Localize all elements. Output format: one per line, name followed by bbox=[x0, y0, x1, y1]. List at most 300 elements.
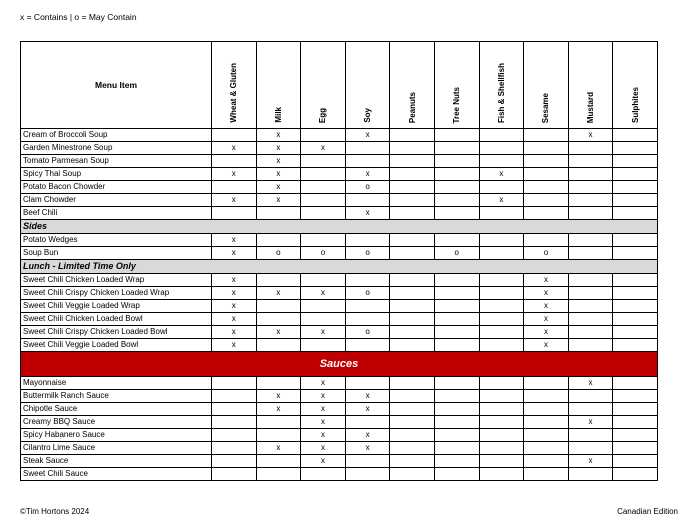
allergen-mark-cell: x bbox=[301, 390, 346, 403]
table-row bbox=[21, 390, 658, 403]
legend-text: x = Contains | o = May Contain bbox=[20, 12, 137, 22]
allergen-mark-cell bbox=[524, 194, 569, 207]
section-banner-label: Sauces bbox=[21, 352, 658, 377]
allergen-mark-cell bbox=[434, 234, 479, 247]
menu-item-header: Menu Item bbox=[21, 42, 212, 129]
allergen-mark-cell bbox=[301, 339, 346, 352]
allergen-mark-cell: x bbox=[256, 326, 301, 339]
allergen-mark-cell bbox=[434, 313, 479, 326]
allergen-mark-cell bbox=[479, 300, 524, 313]
allergen-mark-cell bbox=[345, 339, 390, 352]
allergen-column-label: Wheat & Gluten bbox=[229, 63, 239, 123]
allergen-mark-cell bbox=[434, 129, 479, 142]
menu-item-name: Potato Bacon Chowder bbox=[21, 181, 212, 194]
allergen-mark-cell bbox=[301, 155, 346, 168]
allergen-mark-cell bbox=[345, 155, 390, 168]
allergen-mark-cell bbox=[301, 274, 346, 287]
allergen-mark-cell bbox=[479, 181, 524, 194]
allergen-mark-cell bbox=[390, 168, 435, 181]
allergen-mark-cell bbox=[212, 377, 257, 390]
allergen-column-header bbox=[256, 42, 301, 129]
allergen-mark-cell bbox=[434, 207, 479, 220]
allergen-mark-cell: x bbox=[301, 416, 346, 429]
allergen-mark-cell bbox=[301, 234, 346, 247]
table-row bbox=[21, 313, 658, 326]
allergen-mark-cell bbox=[613, 287, 658, 300]
allergen-mark-cell bbox=[479, 313, 524, 326]
allergen-mark-cell bbox=[212, 429, 257, 442]
allergen-mark-cell bbox=[568, 468, 613, 481]
allergen-mark-cell bbox=[212, 403, 257, 416]
allergen-mark-cell bbox=[390, 247, 435, 260]
section-header-label: Lunch - Limited Time Only bbox=[21, 260, 658, 274]
menu-item-name: Spicy Habanero Sauce bbox=[21, 429, 212, 442]
allergen-mark-cell bbox=[434, 300, 479, 313]
allergen-mark-cell: x bbox=[479, 194, 524, 207]
menu-item-name: Mayonnaise bbox=[21, 377, 212, 390]
allergen-mark-cell bbox=[524, 129, 569, 142]
allergen-mark-cell bbox=[434, 168, 479, 181]
table-row bbox=[21, 129, 658, 142]
menu-item-name: Cream of Broccoli Soup bbox=[21, 129, 212, 142]
allergen-mark-cell bbox=[301, 129, 346, 142]
copyright-text: ©Tim Hortons 2024 bbox=[20, 507, 90, 516]
allergen-mark-cell bbox=[390, 442, 435, 455]
allergen-mark-cell bbox=[301, 194, 346, 207]
allergen-mark-cell bbox=[568, 326, 613, 339]
allergen-mark-cell: x bbox=[256, 194, 301, 207]
menu-item-name: Clam Chowder bbox=[21, 194, 212, 207]
allergen-mark-cell: x bbox=[212, 326, 257, 339]
allergen-mark-cell bbox=[613, 326, 658, 339]
allergen-mark-cell: x bbox=[212, 287, 257, 300]
allergen-mark-cell bbox=[212, 442, 257, 455]
table-row bbox=[21, 300, 658, 313]
allergen-mark-cell: x bbox=[524, 300, 569, 313]
allergen-mark-cell bbox=[301, 181, 346, 194]
allergen-mark-cell: x bbox=[568, 129, 613, 142]
allergen-mark-cell bbox=[256, 274, 301, 287]
allergen-mark-cell bbox=[212, 207, 257, 220]
allergen-mark-cell: x bbox=[256, 403, 301, 416]
allergen-mark-cell bbox=[613, 339, 658, 352]
allergen-mark-cell bbox=[434, 274, 479, 287]
menu-item-name: Steak Sauce bbox=[21, 455, 212, 468]
allergen-mark-cell bbox=[568, 142, 613, 155]
allergen-mark-cell bbox=[345, 455, 390, 468]
allergen-mark-cell bbox=[568, 234, 613, 247]
allergen-mark-cell: x bbox=[345, 429, 390, 442]
allergen-mark-cell bbox=[524, 155, 569, 168]
allergen-mark-cell bbox=[256, 468, 301, 481]
allergen-mark-cell: o bbox=[345, 287, 390, 300]
allergen-mark-cell bbox=[390, 416, 435, 429]
allergen-mark-cell bbox=[568, 194, 613, 207]
allergen-mark-cell bbox=[256, 455, 301, 468]
menu-item-name: Sweet Chili Veggie Loaded Bowl bbox=[21, 339, 212, 352]
allergen-mark-cell bbox=[524, 181, 569, 194]
menu-item-name: Sweet Chili Crispy Chicken Loaded Wrap bbox=[21, 287, 212, 300]
allergen-mark-cell bbox=[479, 274, 524, 287]
allergen-mark-cell bbox=[568, 168, 613, 181]
allergen-mark-cell bbox=[613, 403, 658, 416]
table-row bbox=[21, 287, 658, 300]
allergen-mark-cell: o bbox=[345, 326, 390, 339]
table-row bbox=[21, 207, 658, 220]
table-body bbox=[21, 129, 658, 481]
allergen-mark-cell bbox=[434, 326, 479, 339]
allergen-mark-cell: x bbox=[479, 168, 524, 181]
allergen-mark-cell bbox=[524, 468, 569, 481]
allergen-mark-cell: o bbox=[345, 247, 390, 260]
allergen-mark-cell bbox=[434, 468, 479, 481]
table-row bbox=[21, 468, 658, 481]
table-row bbox=[21, 142, 658, 155]
allergen-mark-cell bbox=[434, 287, 479, 300]
table-row bbox=[21, 234, 658, 247]
allergen-mark-cell: x bbox=[212, 234, 257, 247]
edition-text: Canadian Edition bbox=[617, 507, 678, 516]
allergen-mark-cell: x bbox=[256, 155, 301, 168]
allergen-mark-cell bbox=[390, 377, 435, 390]
allergen-mark-cell bbox=[524, 207, 569, 220]
section-header-label: Sides bbox=[21, 220, 658, 234]
allergen-mark-cell bbox=[479, 403, 524, 416]
allergen-mark-cell: o bbox=[434, 247, 479, 260]
allergen-mark-cell bbox=[390, 313, 435, 326]
allergen-mark-cell: x bbox=[301, 429, 346, 442]
allergen-mark-cell bbox=[212, 416, 257, 429]
allergen-mark-cell bbox=[390, 287, 435, 300]
allergen-mark-cell bbox=[256, 339, 301, 352]
allergen-mark-cell bbox=[212, 468, 257, 481]
allergen-mark-cell bbox=[212, 390, 257, 403]
menu-item-name: Creamy BBQ Sauce bbox=[21, 416, 212, 429]
allergen-mark-cell bbox=[613, 129, 658, 142]
allergen-mark-cell: x bbox=[301, 455, 346, 468]
allergen-mark-cell bbox=[256, 429, 301, 442]
allergen-mark-cell bbox=[390, 194, 435, 207]
allergen-mark-cell bbox=[568, 287, 613, 300]
allergen-mark-cell bbox=[613, 468, 658, 481]
allergen-mark-cell bbox=[212, 155, 257, 168]
allergen-column-header bbox=[301, 42, 346, 129]
allergen-mark-cell: x bbox=[301, 403, 346, 416]
allergen-mark-cell bbox=[345, 313, 390, 326]
allergen-mark-cell: x bbox=[345, 403, 390, 416]
allergen-mark-cell bbox=[524, 234, 569, 247]
allergen-mark-cell: x bbox=[301, 287, 346, 300]
allergen-mark-cell bbox=[434, 155, 479, 168]
table-row bbox=[21, 181, 658, 194]
allergen-column-label: Tree Nuts bbox=[452, 86, 462, 123]
allergen-mark-cell bbox=[568, 442, 613, 455]
allergen-mark-cell bbox=[434, 194, 479, 207]
allergen-mark-cell: x bbox=[524, 326, 569, 339]
allergen-mark-cell: x bbox=[212, 194, 257, 207]
allergen-mark-cell bbox=[256, 377, 301, 390]
allergen-mark-cell bbox=[524, 455, 569, 468]
menu-item-name: Beef Chili bbox=[21, 207, 212, 220]
menu-item-name: Sweet Chili Crispy Chicken Loaded Bowl bbox=[21, 326, 212, 339]
allergen-mark-cell bbox=[345, 274, 390, 287]
allergen-mark-cell: x bbox=[256, 181, 301, 194]
allergen-column-label: Sesame bbox=[541, 92, 551, 123]
allergen-mark-cell: x bbox=[212, 168, 257, 181]
menu-item-name: Sweet Chili Chicken Loaded Wrap bbox=[21, 274, 212, 287]
allergen-column-label: Soy bbox=[363, 108, 373, 123]
allergen-mark-cell bbox=[613, 247, 658, 260]
allergen-mark-cell: x bbox=[524, 287, 569, 300]
allergen-mark-cell: x bbox=[524, 313, 569, 326]
allergen-mark-cell bbox=[524, 416, 569, 429]
allergen-mark-cell bbox=[212, 129, 257, 142]
allergen-column-label: Mustard bbox=[586, 91, 596, 123]
section-header-row bbox=[21, 260, 658, 274]
allergen-mark-cell bbox=[568, 313, 613, 326]
allergen-mark-cell bbox=[212, 455, 257, 468]
menu-item-name: Chipotle Sauce bbox=[21, 403, 212, 416]
allergen-mark-cell bbox=[212, 181, 257, 194]
allergen-mark-cell bbox=[390, 129, 435, 142]
allergen-mark-cell bbox=[434, 403, 479, 416]
allergen-mark-cell bbox=[479, 455, 524, 468]
allergen-mark-cell bbox=[345, 416, 390, 429]
allergen-mark-cell bbox=[390, 390, 435, 403]
allergen-mark-cell bbox=[613, 194, 658, 207]
allergen-mark-cell bbox=[613, 442, 658, 455]
allergen-mark-cell bbox=[390, 403, 435, 416]
table-row bbox=[21, 247, 658, 260]
table-row bbox=[21, 442, 658, 455]
allergen-mark-cell bbox=[256, 313, 301, 326]
menu-item-name: Spicy Thai Soup bbox=[21, 168, 212, 181]
allergen-mark-cell bbox=[345, 142, 390, 155]
allergen-mark-cell bbox=[479, 234, 524, 247]
allergen-column-label: Sulphites bbox=[630, 86, 640, 123]
table-row bbox=[21, 155, 658, 168]
allergen-mark-cell bbox=[479, 429, 524, 442]
allergen-column-header bbox=[524, 42, 569, 129]
allergen-mark-cell bbox=[390, 142, 435, 155]
allergen-mark-cell bbox=[613, 455, 658, 468]
allergen-mark-cell bbox=[390, 300, 435, 313]
table-row bbox=[21, 274, 658, 287]
allergen-mark-cell: x bbox=[301, 142, 346, 155]
table-row bbox=[21, 455, 658, 468]
allergen-mark-cell bbox=[613, 155, 658, 168]
allergen-mark-cell bbox=[301, 207, 346, 220]
allergen-mark-cell bbox=[479, 442, 524, 455]
allergen-mark-cell bbox=[434, 377, 479, 390]
allergen-mark-cell bbox=[390, 326, 435, 339]
allergen-mark-cell bbox=[390, 274, 435, 287]
allergen-mark-cell bbox=[568, 155, 613, 168]
allergen-mark-cell bbox=[256, 207, 301, 220]
allergen-mark-cell bbox=[568, 339, 613, 352]
allergen-mark-cell: x bbox=[301, 377, 346, 390]
allergen-mark-cell bbox=[613, 429, 658, 442]
allergen-column-header bbox=[613, 42, 658, 129]
allergen-mark-cell bbox=[524, 142, 569, 155]
allergen-mark-cell bbox=[434, 339, 479, 352]
allergen-mark-cell bbox=[301, 300, 346, 313]
allergen-mark-cell bbox=[479, 377, 524, 390]
allergen-mark-cell: x bbox=[212, 313, 257, 326]
allergen-mark-cell bbox=[301, 168, 346, 181]
header-row bbox=[21, 42, 658, 129]
table-row bbox=[21, 326, 658, 339]
table-row bbox=[21, 194, 658, 207]
allergen-mark-cell bbox=[524, 429, 569, 442]
allergen-column-header bbox=[568, 42, 613, 129]
allergen-column-header bbox=[345, 42, 390, 129]
allergen-mark-cell bbox=[434, 416, 479, 429]
allergen-mark-cell bbox=[479, 339, 524, 352]
allergen-mark-cell bbox=[568, 403, 613, 416]
allergen-mark-cell: x bbox=[301, 442, 346, 455]
allergen-mark-cell: x bbox=[212, 247, 257, 260]
allergen-mark-cell bbox=[434, 429, 479, 442]
allergen-mark-cell bbox=[613, 377, 658, 390]
allergen-mark-cell bbox=[256, 234, 301, 247]
menu-item-name: Garden Minestrone Soup bbox=[21, 142, 212, 155]
allergen-mark-cell: x bbox=[345, 168, 390, 181]
allergen-mark-cell bbox=[390, 207, 435, 220]
allergen-mark-cell bbox=[613, 207, 658, 220]
allergen-column-label: Peanuts bbox=[407, 91, 417, 123]
allergen-mark-cell: x bbox=[212, 142, 257, 155]
allergen-mark-cell bbox=[479, 207, 524, 220]
allergen-column-header bbox=[434, 42, 479, 129]
allergen-mark-cell bbox=[568, 300, 613, 313]
allergen-mark-cell: x bbox=[568, 377, 613, 390]
allergen-mark-cell bbox=[479, 326, 524, 339]
allergen-mark-cell bbox=[345, 300, 390, 313]
allergen-mark-cell: x bbox=[256, 442, 301, 455]
allergen-mark-cell: x bbox=[568, 416, 613, 429]
allergen-mark-cell bbox=[434, 390, 479, 403]
allergen-mark-cell bbox=[479, 142, 524, 155]
allergen-mark-cell bbox=[390, 468, 435, 481]
allergen-mark-cell bbox=[568, 247, 613, 260]
allergen-mark-cell bbox=[345, 194, 390, 207]
section-header-row bbox=[21, 220, 658, 234]
menu-item-name: Sweet Chili Veggie Loaded Wrap bbox=[21, 300, 212, 313]
table-row bbox=[21, 416, 658, 429]
allergen-mark-cell: o bbox=[301, 247, 346, 260]
allergen-mark-cell: x bbox=[212, 339, 257, 352]
allergen-mark-cell bbox=[345, 377, 390, 390]
allergen-mark-cell: x bbox=[256, 168, 301, 181]
allergen-mark-cell bbox=[524, 390, 569, 403]
allergen-mark-cell: x bbox=[524, 339, 569, 352]
allergen-mark-cell: x bbox=[345, 207, 390, 220]
table-row bbox=[21, 403, 658, 416]
allergen-mark-cell bbox=[345, 234, 390, 247]
allergen-mark-cell bbox=[256, 416, 301, 429]
allergen-mark-cell bbox=[479, 287, 524, 300]
allergen-mark-cell: x bbox=[256, 287, 301, 300]
allergen-mark-cell bbox=[390, 429, 435, 442]
allergen-mark-cell: x bbox=[524, 274, 569, 287]
allergen-mark-cell: x bbox=[568, 455, 613, 468]
allergen-column-label: Egg bbox=[318, 107, 328, 123]
allergen-column-header bbox=[212, 42, 257, 129]
menu-item-name: Sweet Chili Chicken Loaded Bowl bbox=[21, 313, 212, 326]
allergen-column-label: Milk bbox=[273, 107, 283, 123]
allergen-mark-cell bbox=[613, 313, 658, 326]
allergen-mark-cell: x bbox=[212, 274, 257, 287]
allergen-mark-cell bbox=[524, 442, 569, 455]
allergen-mark-cell: x bbox=[301, 326, 346, 339]
allergen-mark-cell bbox=[524, 403, 569, 416]
table-row bbox=[21, 429, 658, 442]
table-row bbox=[21, 339, 658, 352]
allergen-mark-cell bbox=[479, 129, 524, 142]
allergen-table bbox=[20, 41, 658, 481]
allergen-mark-cell bbox=[613, 300, 658, 313]
allergen-mark-cell bbox=[301, 313, 346, 326]
allergen-mark-cell: x bbox=[256, 390, 301, 403]
allergen-mark-cell bbox=[568, 390, 613, 403]
allergen-mark-cell bbox=[524, 168, 569, 181]
allergen-mark-cell bbox=[434, 142, 479, 155]
menu-item-name: Soup Bun bbox=[21, 247, 212, 260]
table-header bbox=[21, 42, 658, 129]
section-banner-row bbox=[21, 352, 658, 377]
allergen-mark-cell bbox=[524, 377, 569, 390]
menu-item-name: Cilantro Lime Sauce bbox=[21, 442, 212, 455]
allergen-mark-cell: o bbox=[345, 181, 390, 194]
allergen-mark-cell bbox=[479, 390, 524, 403]
table-row bbox=[21, 168, 658, 181]
allergen-mark-cell bbox=[345, 468, 390, 481]
allergen-mark-cell bbox=[390, 339, 435, 352]
menu-item-name: Potato Wedges bbox=[21, 234, 212, 247]
allergen-mark-cell bbox=[479, 416, 524, 429]
allergen-mark-cell: x bbox=[345, 442, 390, 455]
allergen-mark-cell bbox=[613, 181, 658, 194]
allergen-column-label: Fish & Shellfish bbox=[496, 62, 506, 123]
allergen-mark-cell: x bbox=[212, 300, 257, 313]
allergen-mark-cell bbox=[613, 390, 658, 403]
allergen-mark-cell bbox=[301, 468, 346, 481]
allergen-mark-cell bbox=[568, 429, 613, 442]
allergen-mark-cell: o bbox=[256, 247, 301, 260]
allergen-mark-cell bbox=[390, 181, 435, 194]
allergen-mark-cell bbox=[613, 274, 658, 287]
allergen-mark-cell bbox=[568, 181, 613, 194]
menu-item-name: Tomato Parmesan Soup bbox=[21, 155, 212, 168]
allergen-mark-cell bbox=[434, 455, 479, 468]
allergen-mark-cell bbox=[613, 168, 658, 181]
allergen-mark-cell bbox=[390, 155, 435, 168]
allergen-mark-cell: o bbox=[524, 247, 569, 260]
allergen-mark-cell bbox=[479, 468, 524, 481]
allergen-mark-cell: x bbox=[256, 129, 301, 142]
allergen-mark-cell: x bbox=[345, 129, 390, 142]
allergen-mark-cell bbox=[390, 234, 435, 247]
menu-item-name: Sweet Chili Sauce bbox=[21, 468, 212, 481]
allergen-mark-cell bbox=[568, 274, 613, 287]
allergen-mark-cell bbox=[479, 155, 524, 168]
allergen-mark-cell: x bbox=[345, 390, 390, 403]
menu-item-name: Buttermilk Ranch Sauce bbox=[21, 390, 212, 403]
allergen-mark-cell bbox=[256, 300, 301, 313]
allergen-column-header bbox=[479, 42, 524, 129]
allergen-mark-cell bbox=[434, 442, 479, 455]
